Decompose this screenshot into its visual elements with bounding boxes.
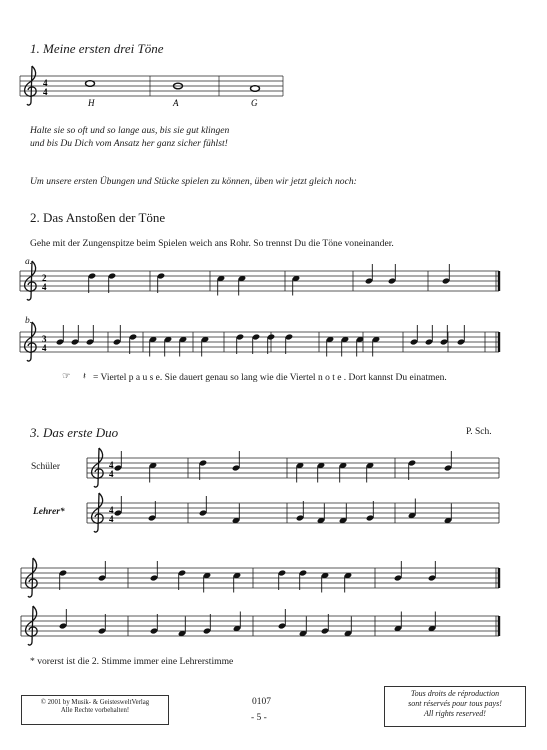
page-number: - 5 - [251,713,267,723]
section-3-title: 3. Das erste Duo [30,425,119,440]
section-2-title: 2. Das Anstoßen der Töne [30,210,166,225]
note-name-a: A [173,98,179,108]
svg-text:4: 4 [109,460,114,470]
staff-duo-upper-1 [87,448,499,487]
staff-duo-lower-2 [21,606,499,645]
exercise-b-label: b. [25,316,33,326]
svg-text:4: 4 [109,505,114,515]
svg-text:2: 2 [42,273,47,283]
svg-text:3: 3 [42,334,47,344]
staff-1 [20,66,283,105]
svg-text:4: 4 [42,282,47,292]
catalog-code: 0107 [252,697,271,707]
rights-line3: All rights reserved! [424,709,486,718]
svg-text:4: 4 [43,87,48,97]
footnote: * vorerst ist die 2. Stimme immer eine Lehrerstimme [30,656,234,667]
svg-text:4: 4 [109,469,114,479]
exercise-a-label: a. [25,257,33,267]
note-name-g: G [251,98,258,108]
quarter-rest-icon: 𝄽 [83,372,86,382]
svg-text:4: 4 [42,343,47,353]
section-2-text: Gehe mit der Zungenspitze beim Spielen weich ans Rohr. So trennst Du die Töne voneinander. [30,238,394,249]
staff-duo-lower-1 [87,493,499,532]
section-1-title: 1. Meine ersten drei Töne [30,41,164,56]
pointing-hand-icon: ☞ [62,372,71,382]
rights-line2: sont réservés pour tous pays! [408,699,502,708]
staff-duo-upper-2 [21,558,499,597]
section-1-text-line2: und bis Du Dich vom Ansatz her ganz sicher fühlst! [30,138,228,149]
voice-1-label: Schüler [31,462,61,472]
svg-text:4: 4 [43,78,48,88]
staff-exercise-b [20,322,499,361]
composer: P. Sch. [466,427,492,437]
section-1-text-line1: Halte sie so oft und so lange aus, bis sie gut klingen [30,125,230,136]
svg-text:4: 4 [109,514,114,524]
copyright-line1: © 2001 by Musik- & GeistesweltVerlag [40,699,150,706]
copyright-line2: Alle Rechte vorbehalten! [60,707,130,715]
note-name-h: H [88,98,95,108]
intro-text: Um unsere ersten Übungen und Stücke spielen zu können, üben wir jetzt gleich noch: [30,176,357,187]
staff-exercise-a [20,261,499,300]
voice-2-label: Lehrer* [33,507,65,517]
rights-line1: Tous droits de réproduction [410,689,500,698]
rest-explanation: = Viertel p a u s e. Sie dauert genau so lang wie die Viertel n o t e . Dort kannst Du einatmen. [93,373,447,383]
